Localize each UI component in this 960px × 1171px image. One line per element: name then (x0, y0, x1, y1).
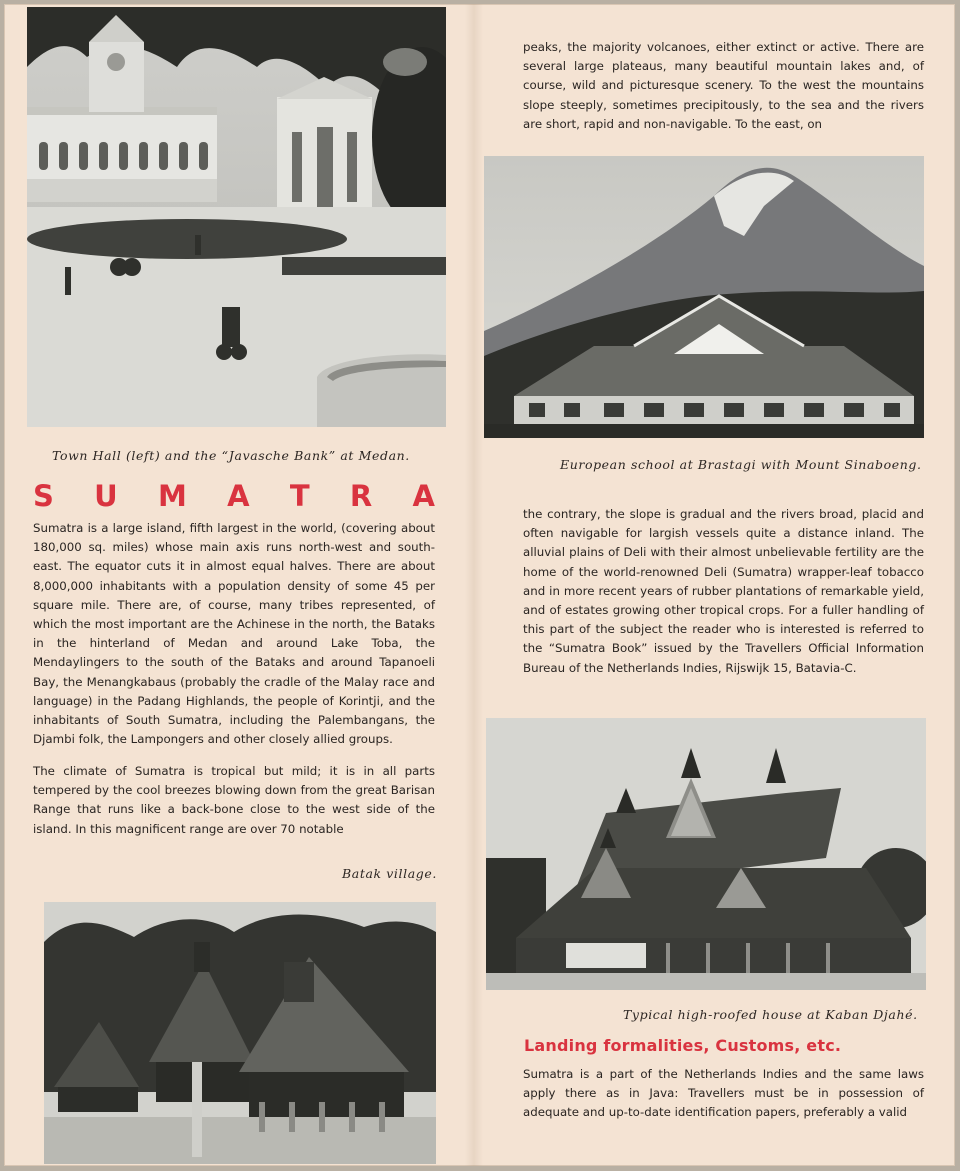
title-letter: U (94, 479, 118, 513)
section-heading-landing-formalities: Landing formalities, Customs, etc. (524, 1036, 842, 1055)
title-letter: A (227, 479, 250, 513)
title-letter: T (289, 479, 310, 513)
title-letter: M (157, 479, 187, 513)
caption-high-roofed-house: Typical high-roofed house at Kaban Djahé. (623, 1007, 918, 1022)
title-letter: R (349, 479, 373, 513)
photo-batak-village (44, 902, 436, 1164)
caption-european-school: European school at Brastagi with Mount Sinaboeng. (560, 457, 922, 472)
body-paragraph-4: Sumatra is a part of the Netherlands Indies and the same laws apply there as in Java: Travellers must be in possession of adequate and up-to-date identification papers, preferably a valid (523, 1067, 924, 1120)
body-paragraph-2: The climate of Sumatra is tropical but mild; it is in all parts tempered by the cool breezes blowing down from the great Barisan Range that runs like a back-bone close to the west side of the island. In this magnificent range are over 70 notable (33, 764, 435, 836)
continued-paragraph: peaks, the majority volcanoes, either extinct or active. There are several large plateaus, many beautiful mountain lakes and, of course, wild and picturesque scenery. To the west the mountains slope steeply, sometimes precipitously, to the sea and the rivers are short, rapid and non-navigable. To the east, on (523, 40, 924, 131)
sumatra-title (33, 479, 435, 513)
page-fold (465, 4, 483, 1166)
caption-batak-village: Batak village. (342, 866, 437, 881)
title-letter: S (33, 479, 54, 513)
title-letter: A (412, 479, 435, 513)
body-paragraph-3: the contrary, the slope is gradual and the rivers broad, placid and often navigable for largish vessels quite a distance inland. The alluvial plains of Deli with their almost unbelievable fertility are the home of the world-renowned Deli (Sumatra) wrapper-leaf tobacco and in more recent years of rubber plantations of remarkable yield, and of estates growing other tropical crops. For a fuller handling of this part of the subject the reader who is interested is referred to the “Sumatra Book” issued by the Travellers Official Information Bureau of the Netherlands Indies, Rijswijk 15, Batavia-C. (523, 507, 924, 675)
photo-european-school (484, 156, 924, 438)
body-paragraph-1: Sumatra is a large island, fifth largest in the world, (covering about 180,000 sq. miles) whose main axis runs north-west and south-east. The equator cuts it in almost equal halves. There are about 8,000,000 inhabitants with a population density of some 45 per square mile. There are, of course, many tribes represented, of which the most important are the Achinese in the north, the Bataks in the hinterland of Medan and around Lake Toba, the Mendaylingers to the south of the Bataks and around Tapanoeli Bay, the Menangkabaus (probably the cradle of the Malay race and language) in the Padang Highlands, the people of Korintji, and the inhabitants of South Sumatra, including the Palembangans, the Djambi folk, the Lampongers and other closely allied groups. (33, 521, 435, 747)
caption-town-hall: Town Hall (left) and the “Javasche Bank” at Medan. (52, 448, 410, 463)
photo-town-hall (27, 7, 446, 427)
photo-high-roofed-house (486, 718, 926, 990)
